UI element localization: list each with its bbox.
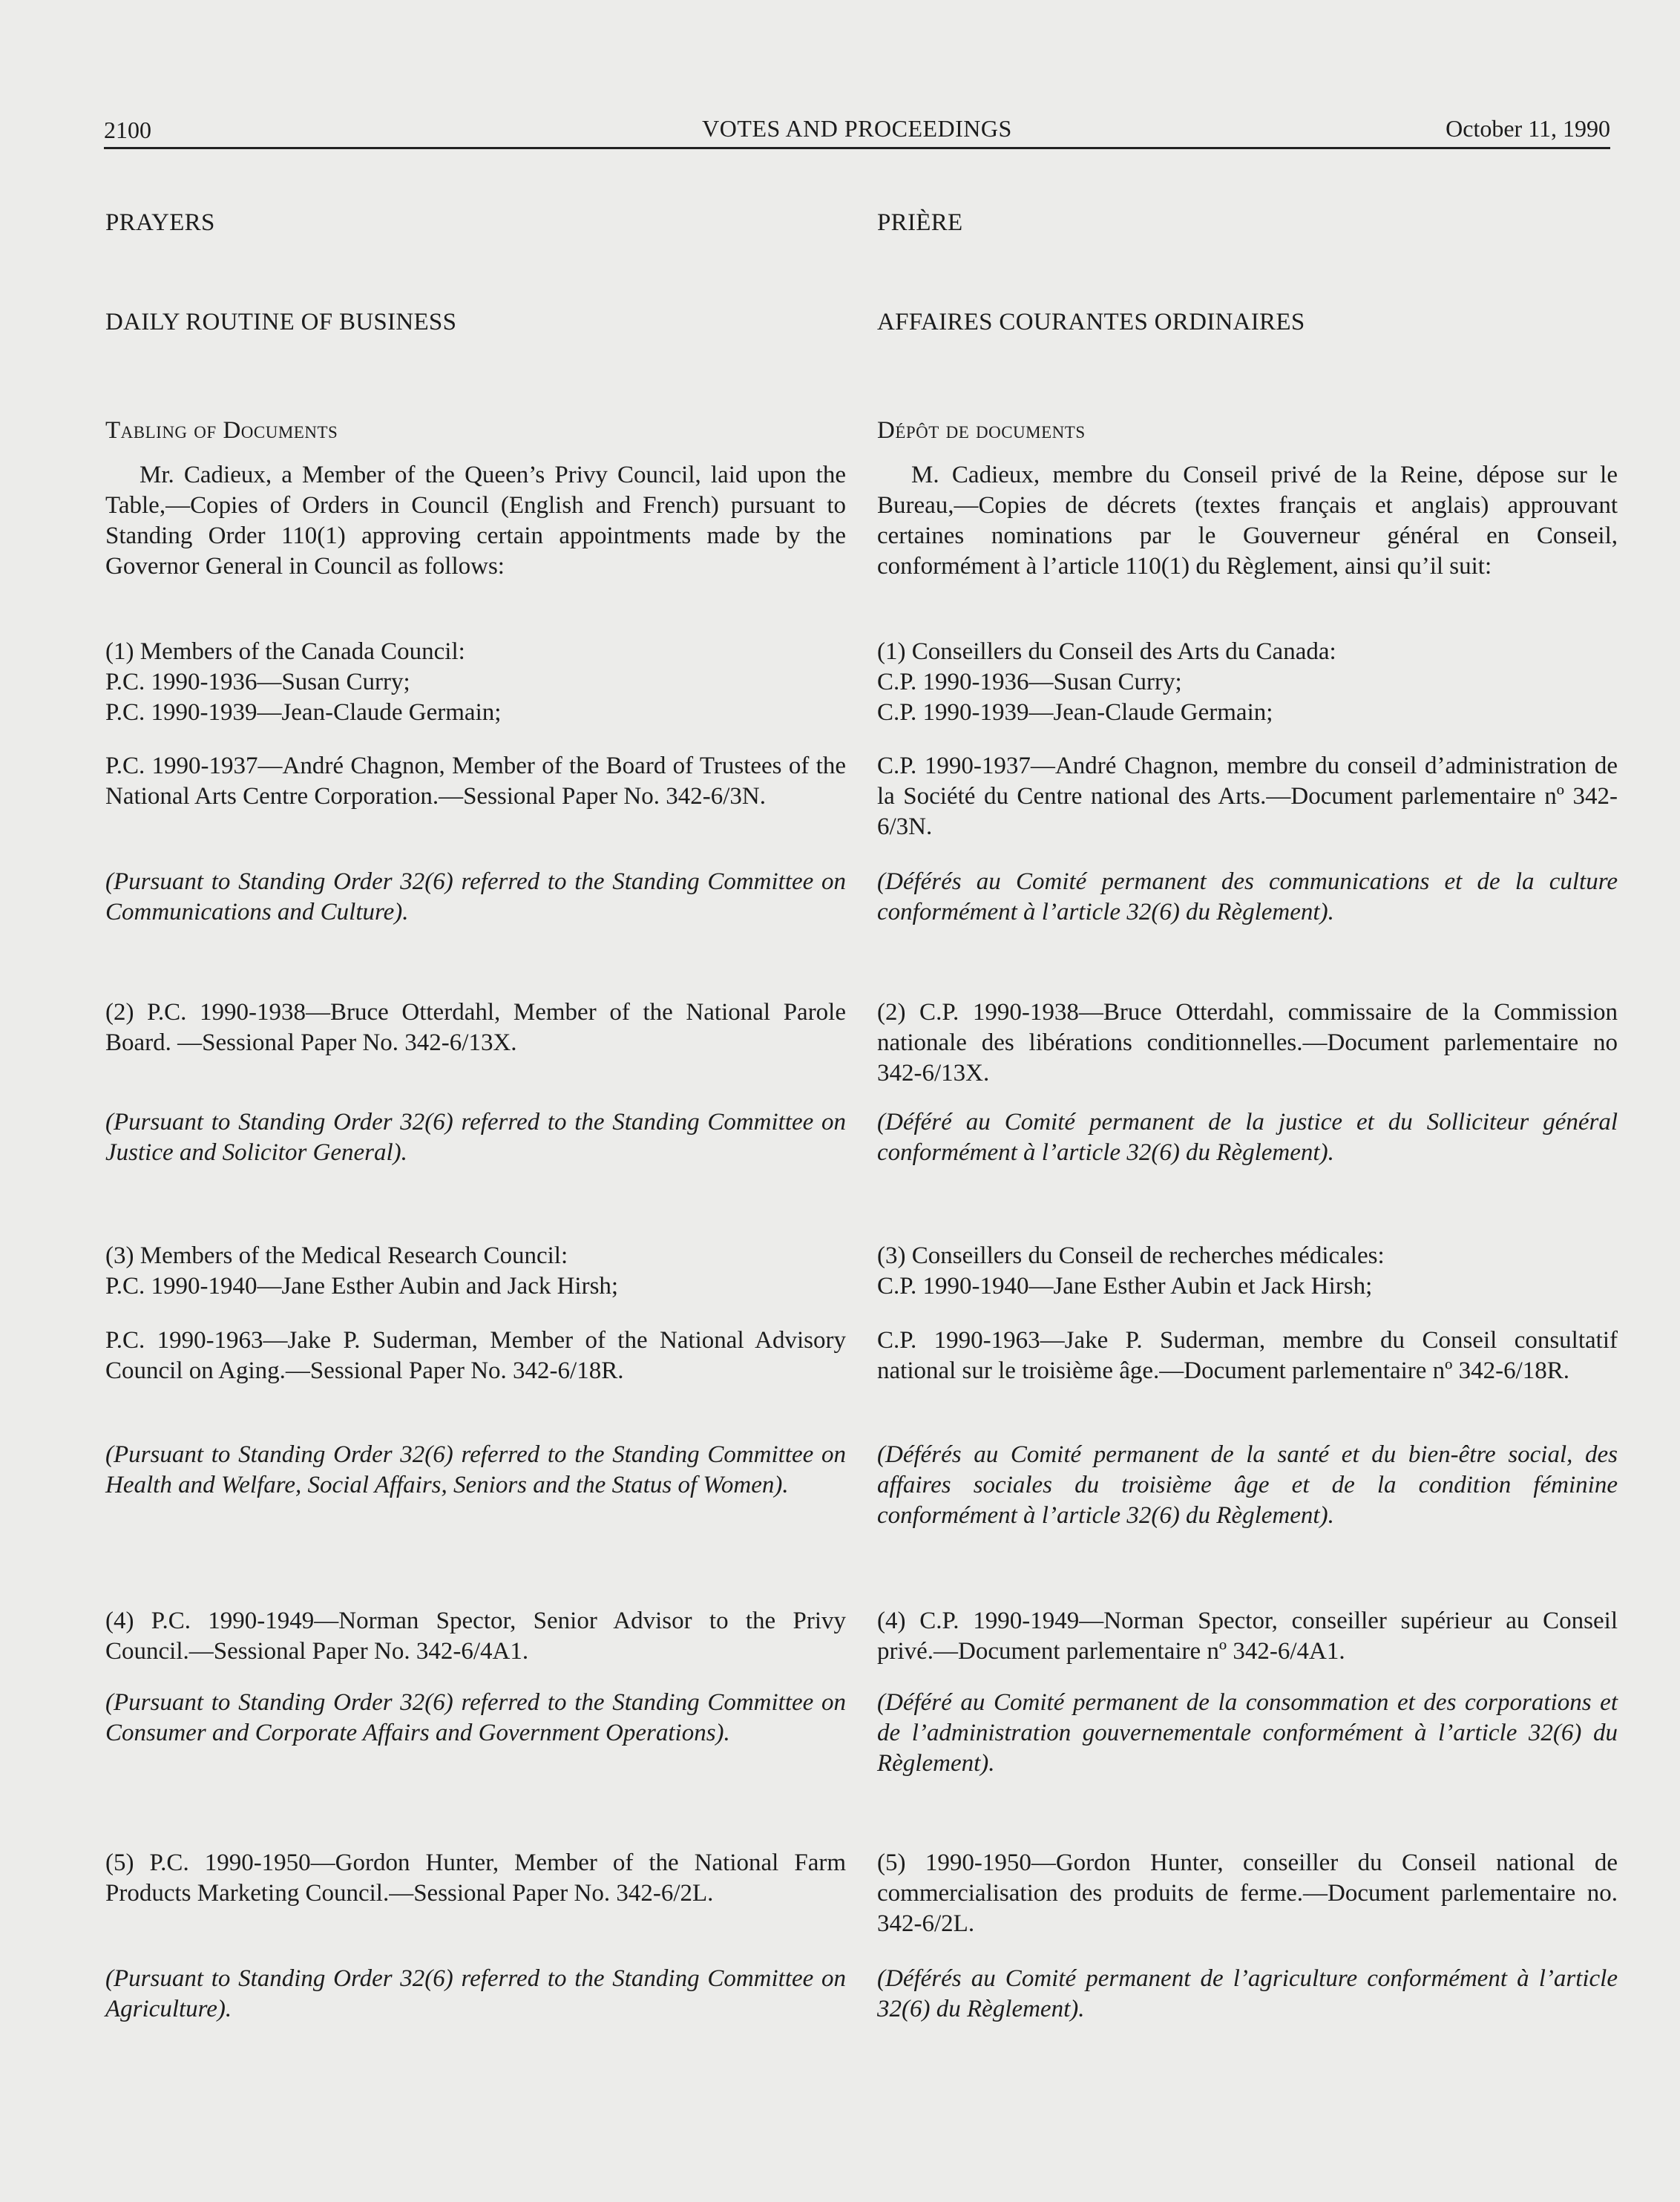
item3-order-1: P.C. 1990-1940—Jane Esther Aubin and Jack Hirsh; xyxy=(105,1273,619,1300)
item2-paragraph-fr: (2) C.P. 1990-1938—Bruce Otterdahl, commissaire de la Commission nationale des libérations conditionnelles.—Document parlementaire no 342-6/13X. xyxy=(877,999,1618,1087)
item4-referral-fr: (Déféré au Comité permanent de la consommation et des corporations et de l’administration gouvernementale conformément à l’article 32(6) du Règlement). xyxy=(877,1689,1618,1777)
item1-referral-fr: (Déférés au Comité permanent des communications et de la culture conformément à l’article 32(6) du Règlement). xyxy=(877,868,1618,925)
item3-paragraph: P.C. 1990-1963—Jake P. Suderman, Member of the National Advisory Council on Aging.—Sessional Paper No. 342-6/18R. xyxy=(105,1327,846,1384)
item3-heading-fr: (3) Conseillers du Conseil de recherches médicales: xyxy=(877,1242,1385,1269)
item4-paragraph: (4) P.C. 1990-1949—Norman Spector, Senior Advisor to the Privy Council.—Sessional Paper No. 342-6/4A1. xyxy=(105,1608,846,1665)
item3-referral-fr: (Déférés au Comité permanent de la santé et du bien-être social, des affaires sociales du troisième âge et de la condition féminine conformément à l’article 32(6) du Règlement). xyxy=(877,1441,1618,1529)
item5-referral-fr: (Déférés au Comité permanent de l’agriculture conformément à l’article 32(6) du Règlement). xyxy=(877,1965,1618,2022)
prayers-heading: PRAYERS xyxy=(105,209,215,236)
item5-paragraph-fr: (5) 1990-1950—Gordon Hunter, conseiller du Conseil national de commercialisation des produits de ferme.—Document parlementaire no. 342-6/2L. xyxy=(877,1849,1618,1937)
item3-heading: (3) Members of the Medical Research Council: xyxy=(105,1242,568,1269)
item2-referral-fr: (Déféré au Comité permanent de la justice et du Solliciteur général conformément à l’article 32(6) du Règlement). xyxy=(877,1109,1618,1166)
item1-paragraph: P.C. 1990-1937—André Chagnon, Member of the Board of Trustees of the National Arts Centre Corporation.—Sessional Paper No. 342-6/3N. xyxy=(105,753,846,810)
item5-referral: (Pursuant to Standing Order 32(6) referred to the Standing Committee on Agriculture). xyxy=(105,1965,846,2022)
header-date: October 11, 1990 xyxy=(1446,115,1610,142)
depot-intro: M. Cadieux, membre du Conseil privé de la Reine, dépose sur le Bureau,—Copies de décrets (textes français et anglais) approuvant certaines nominations par le Gouverneur général en Conseil, conformément à l’article 110(1) du Règlement, ainsi qu’il suit: xyxy=(877,462,1618,580)
item3-referral: (Pursuant to Standing Order 32(6) referred to the Standing Committee on Health and Welfare, Social Affairs, Seniors and the Status of Women). xyxy=(105,1441,846,1498)
item1-order-1-fr: C.P. 1990-1936—Susan Curry; xyxy=(877,669,1182,695)
item2-paragraph: (2) P.C. 1990-1938—Bruce Otterdahl, Member of the National Parole Board. —Sessional Paper No. 342-6/13X. xyxy=(105,999,846,1056)
affaires-courantes-heading: AFFAIRES COURANTES ORDINAIRES xyxy=(877,309,1305,335)
item3-order-1-fr: C.P. 1990-1940—Jane Esther Aubin et Jack Hirsh; xyxy=(877,1273,1373,1300)
item2-referral: (Pursuant to Standing Order 32(6) referred to the Standing Committee on Justice and Solicitor General). xyxy=(105,1109,846,1166)
item1-heading: (1) Members of the Canada Council: xyxy=(105,638,465,665)
item1-heading-fr: (1) Conseillers du Conseil des Arts du Canada: xyxy=(877,638,1336,665)
daily-routine-heading: DAILY ROUTINE OF BUSINESS xyxy=(105,309,457,335)
item1-order-2-fr: C.P. 1990-1939—Jean-Claude Germain; xyxy=(877,699,1273,726)
item5-paragraph: (5) P.C. 1990-1950—Gordon Hunter, Member of the National Farm Products Marketing Council.—Sessional Paper No. 342-6/2L. xyxy=(105,1849,846,1907)
priere-heading: PRIÈRE xyxy=(877,209,963,236)
tabling-intro: Mr. Cadieux, a Member of the Queen’s Privy Council, laid upon the Table,—Copies of Orders in Council (English and French) pursuant to Standing Order 110(1) approving certain appointments made by the Governor General in Council as follows: xyxy=(105,462,846,580)
item3-paragraph-fr: C.P. 1990-1963—Jake P. Suderman, membre du Conseil consultatif national sur le troisième âge.—Document parlementaire nº 342-6/18R. xyxy=(877,1327,1618,1384)
item1-referral: (Pursuant to Standing Order 32(6) referred to the Standing Committee on Communications and Culture). xyxy=(105,868,846,925)
depot-heading: Dépôt de documents xyxy=(877,417,1086,444)
item1-order-2: P.C. 1990-1939—Jean-Claude Germain; xyxy=(105,699,502,726)
item1-paragraph-fr: C.P. 1990-1937—André Chagnon, membre du conseil d’administration de la Société du Centre national des Arts.—Document parlementaire nº 342-6/3N. xyxy=(877,753,1618,840)
page-number: 2100 xyxy=(104,117,151,143)
running-title: VOTES AND PROCEEDINGS xyxy=(702,115,1012,142)
item4-referral: (Pursuant to Standing Order 32(6) referred to the Standing Committee on Consumer and Corporate Affairs and Government Operations). xyxy=(105,1689,846,1746)
item4-paragraph-fr: (4) C.P. 1990-1949—Norman Spector, conseiller supérieur au Conseil privé.—Document parlementaire nº 342-6/4A1. xyxy=(877,1608,1618,1665)
item1-order-1: P.C. 1990-1936—Susan Curry; xyxy=(105,669,410,695)
tabling-heading: Tabling of Documents xyxy=(105,417,338,444)
page-header xyxy=(104,110,1610,149)
